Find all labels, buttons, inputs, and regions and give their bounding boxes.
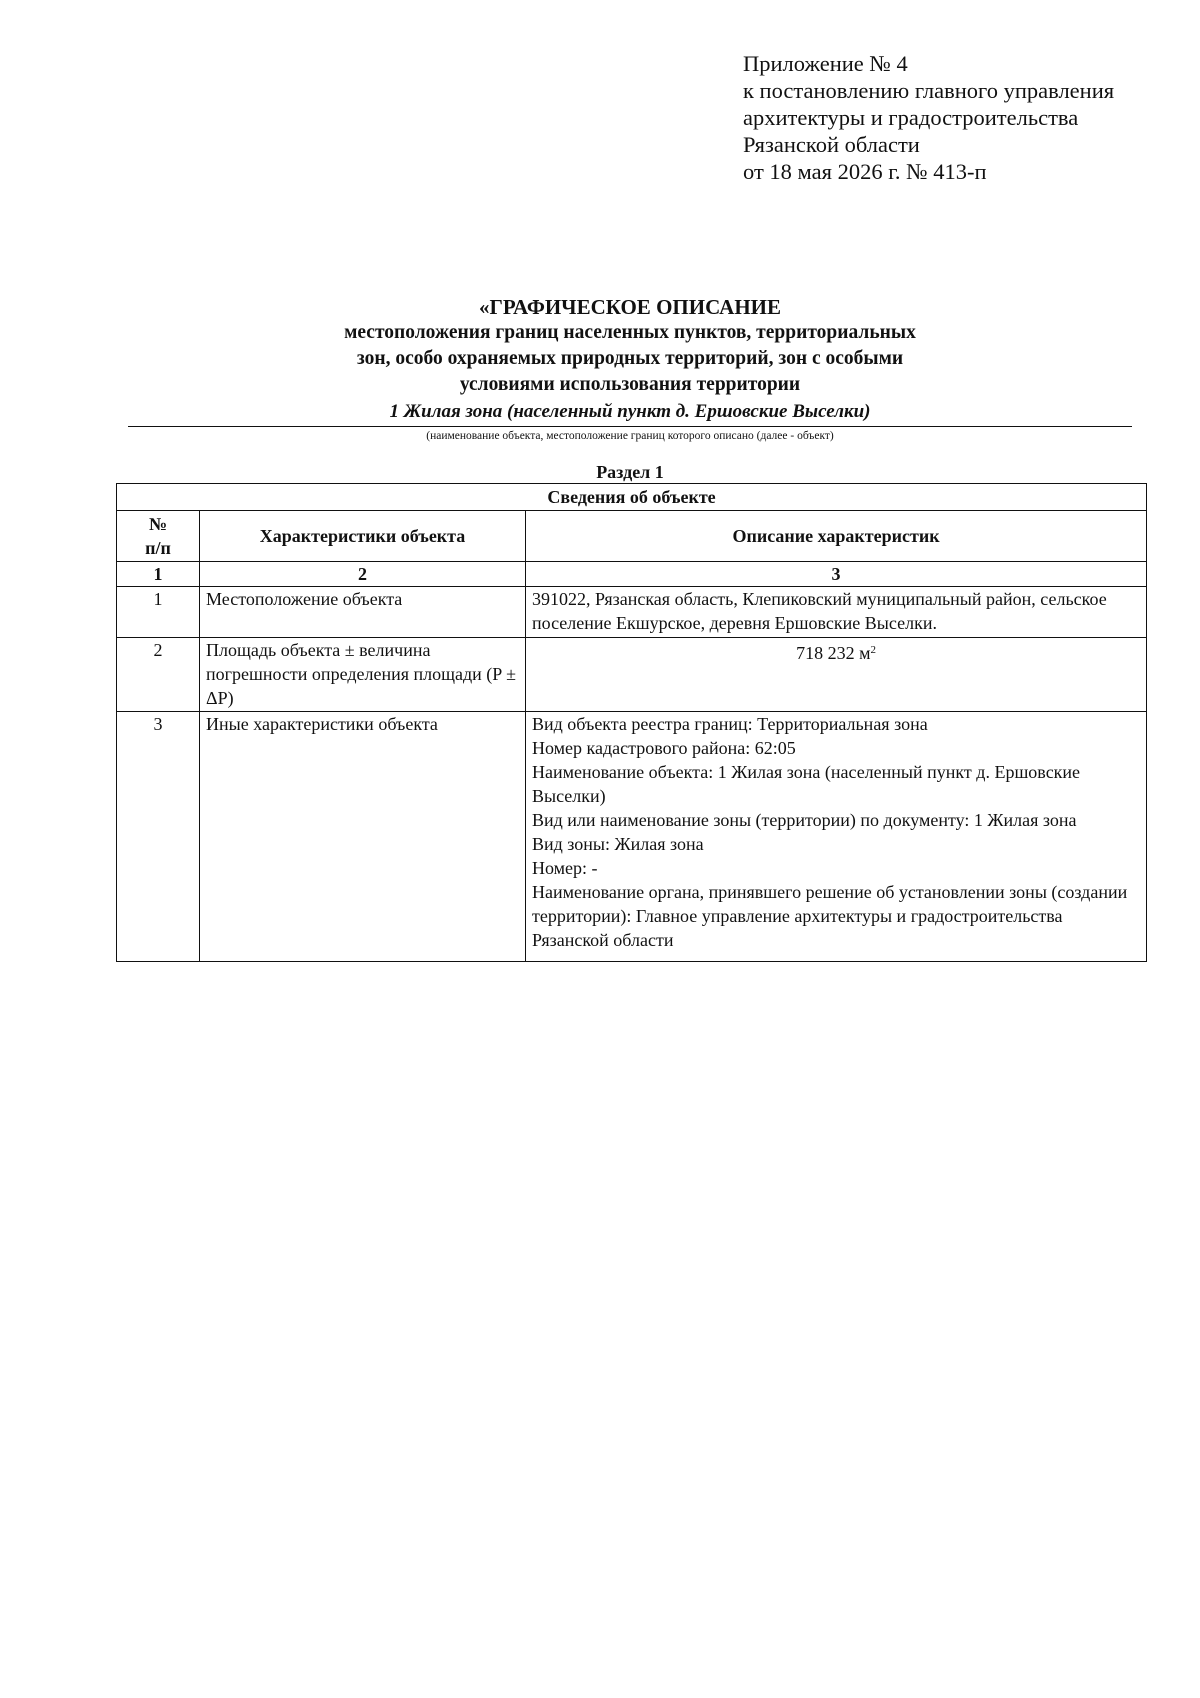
object-name: 1 Жилая зона (населенный пункт д. Ершовские Выселки) bbox=[389, 401, 871, 422]
column-number-row bbox=[117, 562, 1147, 587]
row-characteristic: Площадь объекта ± величина погрешности определения площади (P ± ΔP) bbox=[200, 638, 526, 712]
document-subtitle-line: условиями использования территории bbox=[459, 374, 801, 395]
row-area-value bbox=[526, 638, 1147, 712]
section-title: Раздел 1 bbox=[596, 462, 664, 482]
object-info-table bbox=[116, 483, 1147, 962]
table-row bbox=[117, 587, 1147, 638]
table-row bbox=[117, 712, 1147, 962]
column-header-number: № п/п bbox=[117, 511, 200, 562]
document-subtitle-line: местоположения границ населенных пунктов, территориальных bbox=[344, 322, 916, 343]
document-title: «ГРАФИЧЕСКОЕ ОПИСАНИЕ bbox=[478, 295, 782, 319]
description-line: Номер: - bbox=[532, 858, 598, 878]
object-caption: (наименование объекта, местоположение границ которого описано (далее - объект) bbox=[426, 430, 834, 442]
description-line: Наименование органа, принявшего решение об установлении зоны (создании территории): Главное управление архитектуры и градостроительства Рязанской области bbox=[532, 882, 1128, 950]
appendix-line: Рязанской области bbox=[743, 132, 920, 157]
area-value: 718 232 м bbox=[796, 643, 871, 663]
area-unit-superscript: 2 bbox=[870, 644, 876, 656]
document-subtitle-line: зон, особо охраняемых природных территорий, зон с особыми bbox=[356, 348, 904, 369]
row-number: 3 bbox=[117, 712, 200, 962]
column-number: 1 bbox=[117, 562, 200, 587]
row-description: 391022, Рязанская область, Клепиковский муниципальный район, сельское поселение Екшурское, деревня Ершовские Выселки. bbox=[526, 587, 1147, 638]
column-number: 3 bbox=[526, 562, 1147, 587]
description-line: Номер кадастрового района: 62:05 bbox=[532, 738, 796, 758]
description-line: Наименование объекта: 1 Жилая зона (населенный пункт д. Ершовские Выселки) bbox=[532, 762, 1081, 806]
column-header-description: Описание характеристик bbox=[526, 511, 1147, 562]
appendix-line: от 18 мая 2026 г. № 413-п bbox=[743, 159, 987, 184]
appendix-line: архитектуры и градостроительства bbox=[743, 105, 1079, 130]
appendix-block bbox=[743, 50, 1183, 185]
column-number: 2 bbox=[200, 562, 526, 587]
table-header-row bbox=[117, 511, 1147, 562]
table-row bbox=[117, 638, 1147, 712]
table-title-row bbox=[117, 484, 1147, 511]
document-heading bbox=[0, 294, 1200, 398]
object-name-underline bbox=[128, 426, 1132, 427]
appendix-line: Приложение № 4 bbox=[743, 51, 908, 76]
row-characteristic: Иные характеристики объекта bbox=[200, 712, 526, 962]
table-title: Сведения об объекте bbox=[117, 484, 1147, 511]
description-line: Вид или наименование зоны (территории) по документу: 1 Жилая зона bbox=[532, 810, 1077, 830]
row-description bbox=[526, 712, 1147, 962]
appendix-line: к постановлению главного управления bbox=[743, 78, 1115, 103]
row-characteristic: Местоположение объекта bbox=[200, 587, 526, 638]
description-line: Вид объекта реестра границ: Территориальная зона bbox=[532, 714, 928, 734]
description-line: Вид зоны: Жилая зона bbox=[532, 834, 704, 854]
column-header-characteristic: Характеристики объекта bbox=[200, 511, 526, 562]
row-number: 1 bbox=[117, 587, 200, 638]
row-number: 2 bbox=[117, 638, 200, 712]
